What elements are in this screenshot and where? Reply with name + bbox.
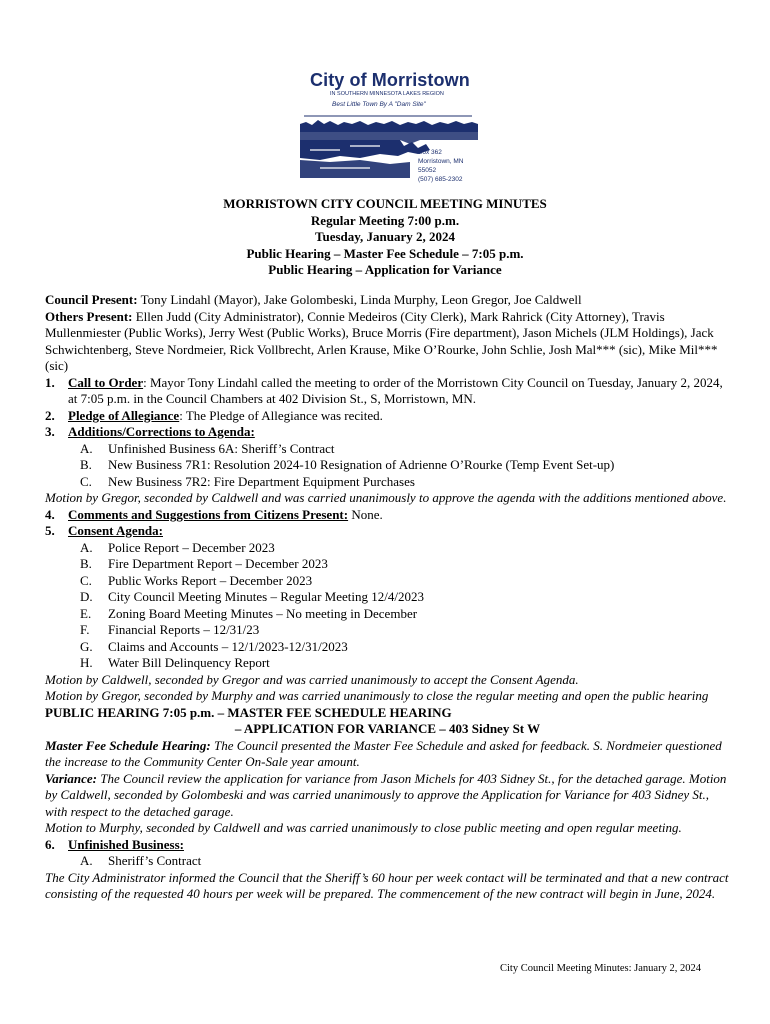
motion-agenda: Motion by Gregor, seconded by Caldwell and was carried unanimously to approve the agenda with the additions mentioned above. — [45, 490, 727, 505]
list-item: A. Sheriff’s Contract — [80, 853, 202, 868]
list-item: B. New Business 7R1: Resolution 2024-10 Resignation of Adrienne O’Rourke (Temp Event Set-up) — [80, 457, 615, 472]
list-item: C. Public Works Report – December 2023 — [80, 572, 313, 588]
hearing-variance: Public Hearing – Application for Variance — [268, 262, 502, 277]
meeting-date: Tuesday, January 2, 2024 — [314, 229, 456, 244]
list-item: B. Fire Department Report – December 2023 — [80, 556, 328, 571]
motion-consent: Motion by Caldwell, seconded by Gregor and was carried unanimously to accept the Consent Agenda. — [45, 671, 579, 687]
logo-title: City of Morristown — [310, 70, 470, 90]
others-present: Others Present: Ellen Judd (City Administrator), Connie Medeiros (City Clerk), Mark Rahrick (City Attorney), Travis Mullenmiester (Public Works), Jerry West (Public Works), Bruce Morris (Fire department), Jason Michels (JLM Holdings), Jack Schwichtenberg, Steve Nordmeier, Rick Vollbrecht, Arlen Krause, Mike O’Rourke, John Schlie, Josh Mal*** (sic), Mike Mil*** (sic) — [45, 308, 718, 373]
minutes-title: MORRISTOWN CITY COUNCIL MEETING MINUTES — [223, 196, 547, 211]
list-item: G. Claims and Accounts – 12/1/2023-12/31/2023 — [80, 638, 348, 654]
list-item: F. Financial Reports – 12/31/23 — [80, 622, 260, 637]
item-unfinished: 6. Unfinished Business: — [45, 836, 184, 852]
minutes-header — [0, 196, 770, 279]
motion-open-hearing: Motion by Gregor, seconded by Murphy and was carried unanimously to close the regular meeting and open the public hearing — [45, 688, 709, 703]
minutes-body — [45, 292, 730, 903]
list-item: E. Zoning Board Meeting Minutes – No meeting in December — [80, 605, 418, 621]
page-footer: City Council Meeting Minutes: January 2, 2024 — [500, 963, 701, 974]
item-consent: 5. Consent Agenda: — [45, 523, 163, 538]
hearing-heading: PUBLIC HEARING 7:05 p.m. – MASTER FEE SCHEDULE HEARING — [45, 704, 452, 720]
fee-schedule-hearing: Master Fee Schedule Hearing: The Council presented the Master Fee Schedule and asked for feedback. S. Nordmeier questioned the increase to the Community Center On-Sale year amount. — [45, 737, 722, 769]
council-present: Council Present: Tony Lindahl (Mayor), Jake Golombeski, Linda Murphy, Leon Gregor, Joe Caldwell — [45, 292, 582, 307]
item-pledge: 2. Pledge of Allegiance: The Pledge of Allegiance was recited. — [45, 407, 383, 423]
variance-hearing: Variance: The Council review the application for variance from Jason Michels for 403 Sidney St., for the detached garage. Motion by Caldwell, seconded by Golombeski and was carried unanimously to approve the Application for Variance for 403 Sidney St., with respect to the detached garage. — [45, 770, 727, 819]
city-logo — [300, 70, 480, 183]
meeting-type: Regular Meeting 7:00 p.m. — [310, 212, 460, 228]
logo-tagline: Best Little Town By A "Dam Site" — [332, 101, 426, 108]
list-item: D. City Council Meeting Minutes – Regular Meeting 12/4/2023 — [80, 589, 424, 604]
item-call-to-order: 1. Call to Order: Mayor Tony Lindahl called the meeting to order of the Morristown City Council on Tuesday, January 2, 2024, at 7:05 p.m. in the Council Chambers at 402 Division St., S, Morristown, MN. — [45, 374, 723, 406]
list-item: C. New Business 7R2: Fire Department Equipment Purchases — [80, 473, 415, 489]
list-item: A. Unfinished Business 6A: Sheriff’s Contract — [80, 440, 335, 456]
item-comments: 4. Comments and Suggestions from Citizens Present: None. — [45, 506, 383, 522]
logo-subtitle: IN SOUTHERN MINNESOTA LAKES REGION — [330, 91, 444, 97]
motion-close-hearing: Motion to Murphy, seconded by Caldwell and was carried unanimously to close public meeting and open regular meeting. — [45, 820, 682, 835]
list-item: A. Police Report – December 2023 — [80, 539, 275, 555]
item-additions: 3. Additions/Corrections to Agenda: — [45, 424, 255, 439]
list-item: H. Water Bill Delinquency Report — [80, 655, 270, 670]
logo-address: Box 362 Morristown, MN 55052 (507) 685-2302 — [418, 149, 464, 183]
hearing-subheading: – APPLICATION FOR VARIANCE – 403 Sidney St W — [234, 721, 541, 736]
sheriff-contract-note: The City Administrator informed the Council that the Sheriff’s 60 hour per week contact will be terminated and that a new contract consisting of the requested 40 hours per week will be prepared. The commencement of the new contract will begin in June, 2024. — [45, 869, 729, 901]
hearing-fee-schedule: Public Hearing – Master Fee Schedule – 7:05 p.m. — [246, 245, 524, 261]
